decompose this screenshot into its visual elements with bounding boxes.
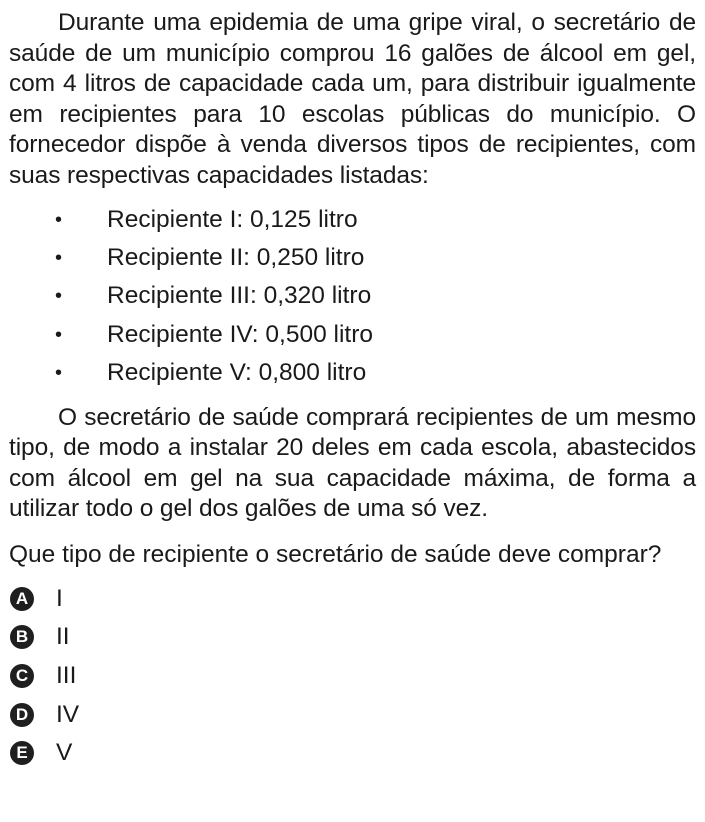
option-letter-a-icon: A	[10, 587, 34, 611]
list-item	[9, 277, 696, 315]
question-paragraph-1: Durante uma epidemia de uma gripe viral, o secretário de saúde de um município comprou 16 galões de álcool em gel, com 4 litros de capacidade cada um, para distribuir igualmente em recipientes para 10 escolas públicas do município. O fornecedor dispõe à venda diversos tipos de recipientes, com suas respectivas capacidades listadas:	[9, 9, 696, 189]
option-text: IV	[56, 700, 80, 728]
bullet-icon: •	[55, 285, 63, 308]
option-text: II	[56, 623, 70, 651]
question-paragraph-2: O secretário de saúde comprará recipientes de um mesmo tipo, de modo a instalar 20 deles em cada escola, abastecidos com álcool em gel na sua capacidade máxima, de forma a utilizar todo o gel dos galões de uma só vez.	[9, 403, 696, 523]
recipient-label: Recipiente I: 0,125 litro	[107, 205, 358, 233]
option-text: III	[56, 661, 77, 689]
bullet-icon: •	[55, 208, 63, 231]
recipient-label: Recipiente II: 0,250 litro	[107, 243, 365, 271]
option-letter-e-icon: E	[10, 741, 34, 765]
list-item	[9, 239, 696, 277]
recipient-list	[9, 201, 696, 393]
bullet-icon: •	[55, 323, 63, 346]
answer-option-d[interactable]	[9, 695, 696, 734]
option-letter-d-icon: D	[10, 703, 34, 727]
answer-option-c[interactable]	[9, 657, 696, 696]
recipient-label: Recipiente IV: 0,500 litro	[107, 320, 374, 348]
option-letter-c-icon: C	[10, 664, 34, 688]
recipient-label: Recipiente V: 0,800 litro	[107, 359, 367, 387]
option-text: V	[56, 739, 73, 767]
list-item	[9, 316, 696, 354]
answer-option-a[interactable]	[9, 579, 696, 618]
list-item	[9, 354, 696, 392]
answer-option-e[interactable]	[9, 734, 696, 773]
list-item	[9, 201, 696, 239]
bullet-icon: •	[55, 246, 63, 269]
answer-options	[9, 579, 696, 772]
bullet-icon: •	[55, 362, 63, 385]
option-text: I	[56, 584, 63, 612]
question-prompt: Que tipo de recipiente o secretário de saúde deve comprar?	[9, 540, 662, 568]
recipient-label: Recipiente III: 0,320 litro	[107, 282, 372, 310]
option-letter-b-icon: B	[10, 625, 34, 649]
answer-option-b[interactable]	[9, 618, 696, 657]
